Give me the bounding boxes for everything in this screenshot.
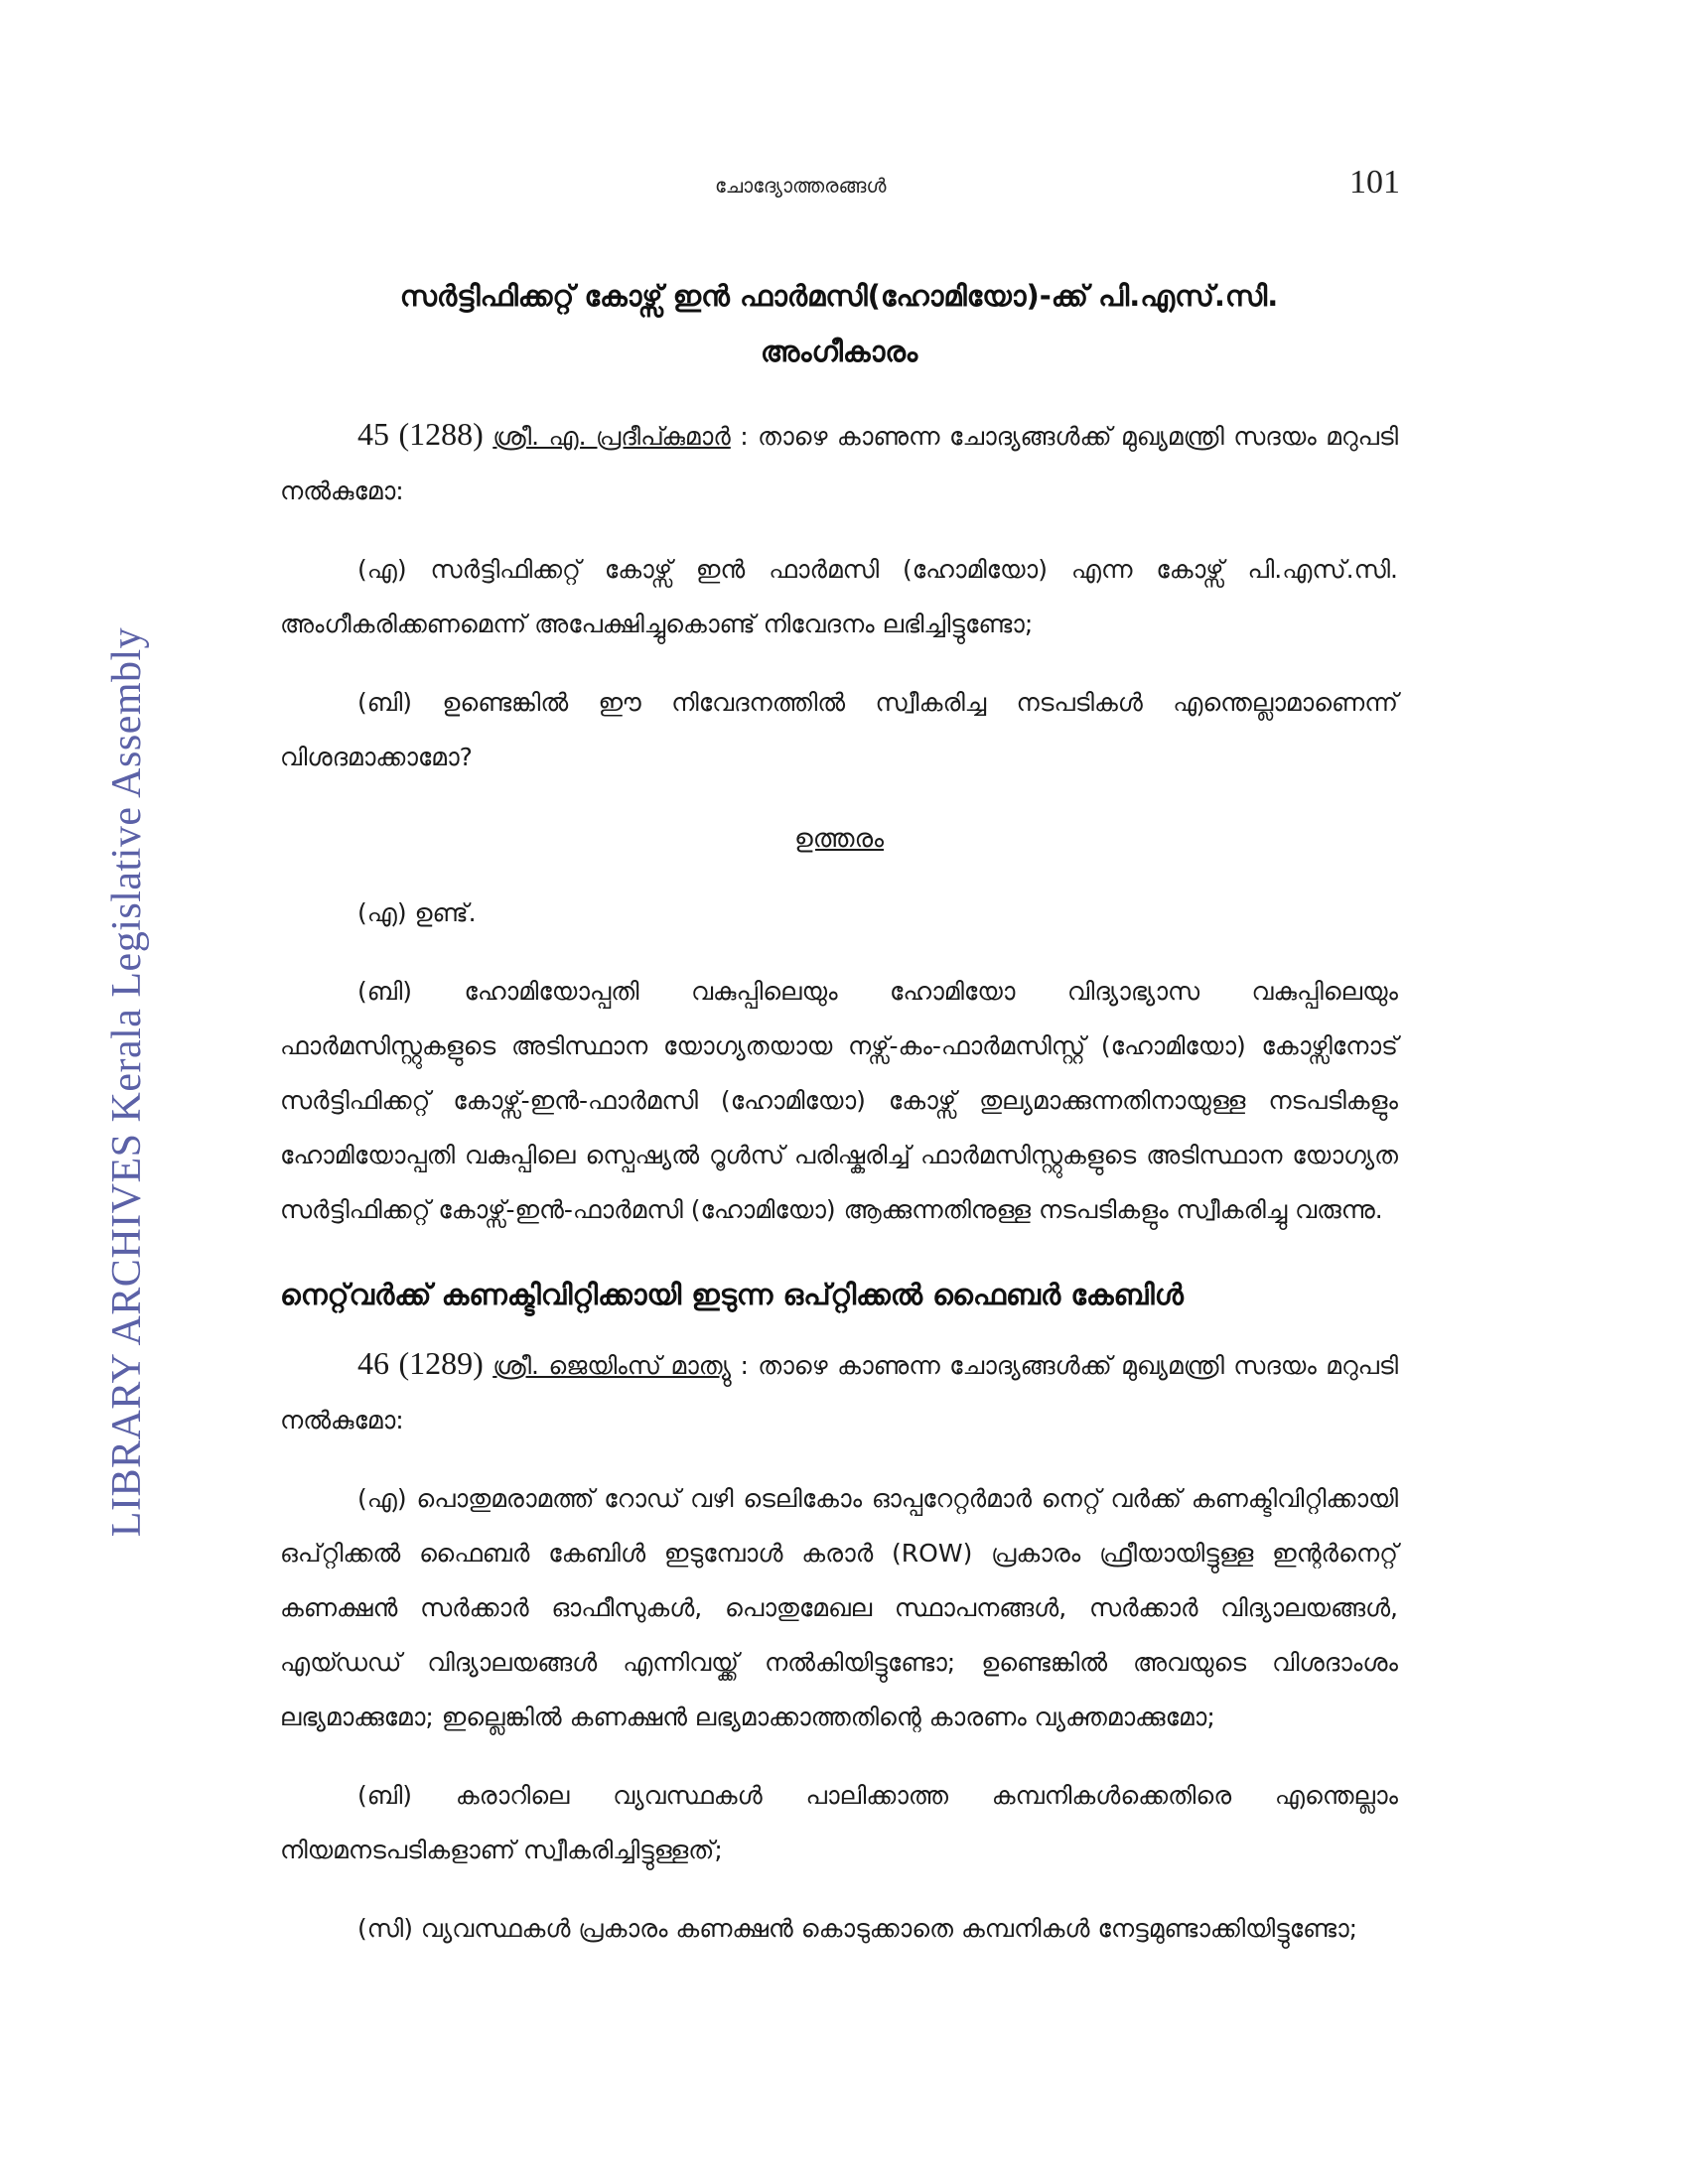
answer-45-part-b: (ബി) ഹോമിയോപ്പതി വകുപ്പിലെയും ഹോമിയോ വിദ്യാഭ്യാസ വകുപ്പിലെയും ഫാർമസിസ്റ്റുകളുടെ അടിസ്ഥാന യോഗ്യതയായ നഴ്സ്-കം-ഫാർമസിസ്റ്റ് (ഹോമിയോ) കോഴ്സിനോട് സർട്ടിഫിക്കറ്റ് കോഴ്സ്-ഇൻ-ഫാർമസി (ഹോമിയോ) കോഴ്സ് തുല്യമാക്കുന്നതിനായുള്ള നടപടികളും ഹോമിയോപ്പതി വകുപ്പിലെ സ്പെഷ്യൽ റൂൾസ് പരിഷ്കരിച്ച് ഫാർമസിസ്റ്റുകളുടെ അടിസ്ഥാന യോഗ്യത സർട്ടിഫിക്കറ്റ് കോഴ്സ്-ഇൻ-ഫാർമസി (ഹോമിയോ) ആക്കുന്നതിനുള്ള നടപടികളും സ്വീകരിച്ചു വരുന്നു. xyxy=(280,977,1398,1224)
question-45-part-a: (എ) സർട്ടിഫിക്കറ്റ് കോഴ്സ് ഇൻ ഫാർമസി (ഹോമിയോ) എന്ന കോഴ്സ് പി.എസ്.സി. അംഗീകരിക്കണമെന്ന് അപേക്ഷിച്ചുകൊണ്ട് നിവേദനം ലഭിച്ചിട്ടുണ്ടോ; xyxy=(280,555,1398,638)
question-46-part-c: (സി) വ്യവസ്ഥകൾ പ്രകാരം കണക്ഷൻ കൊടുക്കാതെ കമ്പനികൾ നേട്ടമുണ്ടാക്കിയിട്ടുണ്ടോ; xyxy=(357,1914,1358,1943)
question-46-intro xyxy=(280,1336,1398,1447)
question-46-title: നെറ്റ്‌വർക്ക് കണക്ടിവിറ്റിക്കായി ഇടുന്ന ഒപ്റ്റിക്കൽ ഫൈബർ കേബിൾ xyxy=(280,1278,1184,1311)
question-45-intro xyxy=(280,407,1398,518)
question-46-member: ശ്രീ. ജെയിംസ് മാത്യു xyxy=(492,1351,732,1380)
question-46-number: 46 (1289) xyxy=(357,1345,484,1381)
answer-heading: ഉത്തരം xyxy=(794,824,884,854)
running-header xyxy=(0,164,1688,213)
question-45-title-line2: അംഗീകാരം xyxy=(760,335,918,368)
question-45-number: 45 (1288) xyxy=(357,416,484,452)
question-46-intro-text: : താഴെ കാണുന്ന ചോദ്യങ്ങൾക്ക് മുഖ്യമന്ത്രി സദയം മറുപടി നൽകുമോ: xyxy=(280,1351,1399,1434)
page-body xyxy=(280,268,1398,1979)
page-number: 101 xyxy=(1349,164,1400,201)
answer-45-part-a: (എ) ഉണ്ട്. xyxy=(357,898,477,927)
question-45-member: ശ്രീ. എ. പ്രദീപ്കുമാർ xyxy=(492,422,731,451)
question-45-intro-text: : താഴെ കാണുന്ന ചോദ്യങ്ങൾക്ക് മുഖ്യമന്ത്രി സദയം മറുപടി നൽകുമോ: xyxy=(280,422,1399,505)
question-46-part-a: (എ) പൊതുമരാമത്ത് റോഡ് വഴി ടെലികോം ഓപ്പറേറ്റർമാർ നെറ്റ് വർക്ക് കണക്ടിവിറ്റിക്കായി ഒപ്റ്റിക്കൽ ഫൈബർ കേബിൾ ഇടുമ്പോൾ കരാർ (ROW) പ്രകാരം ഫ്രീയായിട്ടുള്ള ഇന്റർനെറ്റ് കണക്ഷൻ സർക്കാർ ഓഫീസുകൾ, പൊതുമേഖല സ്ഥാപനങ്ങൾ, സർക്കാർ വിദ്യാലയങ്ങൾ, എയ്ഡഡ് വിദ്യാലയങ്ങൾ എന്നിവയ്ക്ക് നൽകിയിട്ടുണ്ടോ; ഉണ്ടെങ്കിൽ അവയുടെ വിശദാംശം ലഭ്യമാക്കുമോ; ഇല്ലെങ്കിൽ കണക്ഷൻ ലഭ്യമാക്കാത്തതിന്റെ കാരണം വ്യക്തമാക്കുമോ; xyxy=(280,1484,1398,1731)
question-45-title-line1: സർട്ടിഫിക്കറ്റ് കോഴ്സ് ഇൻ ഫാർമസി(ഹോമിയോ)-ക്ക് പി.എസ്.സി. xyxy=(399,279,1279,313)
question-46-part-b: (ബി) കരാറിലെ വ്യവസ്ഥകൾ പാലിക്കാത്ത കമ്പനികൾക്കെതിരെ എന്തെല്ലാം നിയമനടപടികളാണ് സ്വീകരിച്ചിട്ടുള്ളത്; xyxy=(280,1781,1398,1864)
question-45-title xyxy=(280,268,1398,379)
running-head-title: ചോദ്യോത്തരങ്ങൾ xyxy=(715,174,887,198)
question-45-part-b: (ബി) ഉണ്ടെങ്കിൽ ഈ നിവേദനത്തിൽ സ്വീകരിച്ച നടപടികൾ എന്തെല്ലാമാണെന്ന് വിശദമാക്കാമോ? xyxy=(280,688,1398,771)
archive-watermark: LIBRARY ARCHIVES Kerala Legislative Assembly xyxy=(104,626,150,1538)
